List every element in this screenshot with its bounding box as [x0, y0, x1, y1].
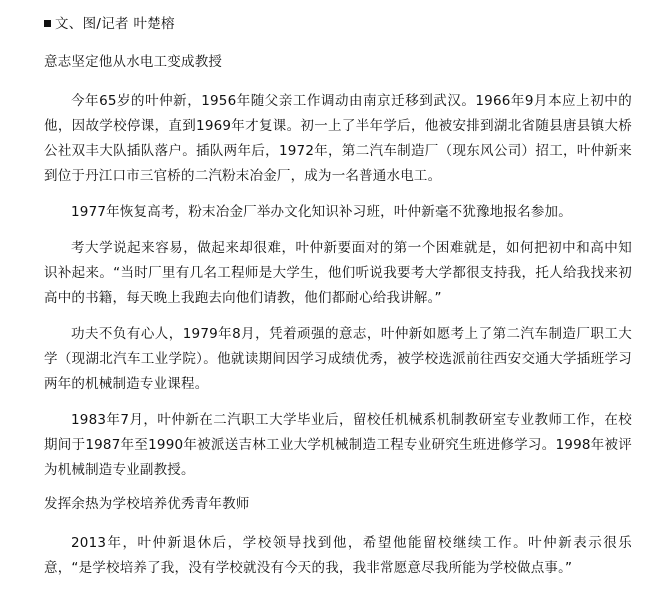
paragraph: 1977年恢复高考，粉末冶金厂举办文化知识补习班，叶仲新毫不犹豫地报名参加。	[71, 204, 572, 221]
paragraph: 2013年，叶仲新退休后，学校领导找到他，希望他能留校继续工作。叶仲新表示很乐意，“是学校培养了我，没有学校就没有今天的我，我非常愿意尽我所能为学校做点事。”	[44, 535, 632, 577]
paragraph: 考大学说起来容易，做起来却很难，叶仲新要面对的第一个困难就是，如何把初中和高中知识补起来。“当时厂里有几名工程师是大学生，他们听说我要考大学都很支持我，托人给我找来初高中的书籍，每天晚上我跑去向他们请教，他们都耐心给我讲解。”	[44, 240, 632, 307]
section-heading-1: 意志坚定他从水电工变成教授	[44, 54, 223, 71]
paragraph: 今年65岁的叶仲新，1956年随父亲工作调动由南京迁移到武汉。1966年9月本应上初中的他，因故学校停课，直到1969年才复课。初一上了半年学后，他被安排到湖北省随县唐县镇大桥公社双丰大队插队落户。插队两年后，1972年，第二汽车制造厂（现东风公司）招工，叶仲新来到位于丹江口市三官桥的二汽粉末冶金厂，成为一名普通水电工。	[44, 93, 632, 185]
byline	[44, 14, 632, 34]
byline-text: 文、图/记者 叶楚榕	[55, 16, 175, 32]
square-bullet-icon	[44, 20, 51, 27]
paragraph: 1983年7月，叶仲新在二汽职工大学毕业后，留校任机械系机制教研室专业教师工作，在校期间于1987年至1990年被派送吉林工业大学机械制造工程专业研究生班进修学习。1998年被评为机械制造专业副教授。	[44, 412, 632, 479]
paragraph: 功夫不负有心人，1979年8月，凭着顽强的意志，叶仲新如愿考上了第二汽车制造厂职工大学（现湖北汽车工业学院）。他就读期间因学习成绩优秀，被学校选派前往西安交通大学插班学习两年的机械制造专业课程。	[44, 326, 632, 393]
section-heading-2: 发挥余热为学校培养优秀青年教师	[44, 496, 250, 513]
